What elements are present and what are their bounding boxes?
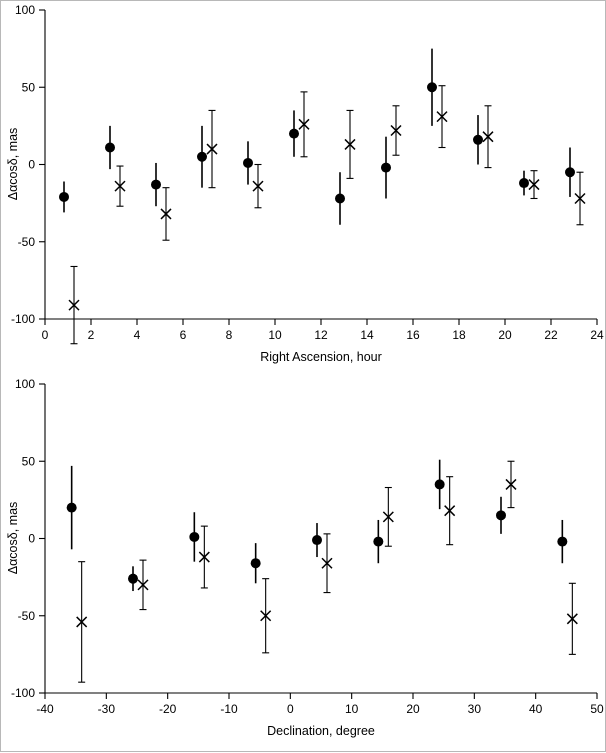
y-tick-label: 0 xyxy=(28,157,35,172)
data-point-circle xyxy=(373,537,383,547)
x-axis-title: Declination, degree xyxy=(267,724,375,738)
data-point-circle xyxy=(473,135,483,145)
x-tick-label: 20 xyxy=(498,328,512,342)
x-axis-ticks-top xyxy=(42,319,604,342)
x-tick-label: 10 xyxy=(344,702,359,716)
x-tick-label: 24 xyxy=(590,328,604,342)
data-point-circle xyxy=(435,479,445,489)
data-point-circle xyxy=(67,503,77,513)
data-point-circle xyxy=(197,152,207,162)
chart-panel-right-ascension xyxy=(1,1,606,373)
y-tick-label: -50 xyxy=(17,234,35,249)
x-tick-label: 14 xyxy=(360,328,374,342)
data-point-circle xyxy=(335,193,345,203)
data-points-top xyxy=(59,49,585,344)
x-tick-label: -30 xyxy=(97,702,116,716)
x-axis-title: Right Ascension, hour xyxy=(260,350,382,364)
x-tick-label: -20 xyxy=(158,702,177,716)
scatter-plot-right-ascension xyxy=(1,1,606,373)
x-tick-label: 6 xyxy=(179,328,187,342)
x-tick-label: -10 xyxy=(220,702,238,716)
x-tick-label: -40 xyxy=(36,702,54,716)
data-point-circle xyxy=(189,532,199,542)
y-axis-title: Δαcosδ, mas xyxy=(6,501,20,575)
y-tick-label: 50 xyxy=(21,454,35,469)
data-point-circle xyxy=(289,129,299,139)
y-axis-title: Δαcosδ, mas xyxy=(6,127,20,201)
axes-top xyxy=(45,10,597,319)
data-point-circle xyxy=(557,537,567,547)
x-tick-label: 0 xyxy=(41,328,49,342)
data-point-circle xyxy=(381,163,391,173)
x-tick-label: 4 xyxy=(133,328,141,342)
data-point-circle xyxy=(105,143,115,153)
chart-panel-declination xyxy=(1,373,606,753)
data-point-circle xyxy=(565,167,575,177)
data-point-circle xyxy=(59,192,69,202)
data-point-circle xyxy=(128,574,138,584)
y-tick-label: 0 xyxy=(28,531,35,546)
x-tick-label: 22 xyxy=(544,328,558,342)
data-point-circle xyxy=(496,510,506,520)
data-point-circle xyxy=(427,82,437,92)
y-tick-label: 100 xyxy=(14,3,35,17)
x-tick-label: 20 xyxy=(406,702,420,716)
x-tick-label: 40 xyxy=(528,702,543,716)
x-tick-label: 18 xyxy=(452,328,466,342)
data-point-circle xyxy=(519,178,529,188)
x-tick-label: 10 xyxy=(268,328,282,342)
data-point-circle xyxy=(251,558,261,568)
scatter-plot-declination xyxy=(1,373,606,753)
x-tick-label: 12 xyxy=(314,328,328,342)
data-points-bottom xyxy=(67,460,578,682)
x-tick-label: 0 xyxy=(286,702,294,716)
x-tick-label: 30 xyxy=(467,702,482,716)
data-point-circle xyxy=(312,535,322,545)
data-point-circle xyxy=(243,158,253,168)
y-tick-label: -50 xyxy=(17,608,35,623)
x-tick-label: 8 xyxy=(225,328,233,342)
data-point-circle xyxy=(151,180,161,190)
y-tick-label: 100 xyxy=(14,377,35,391)
y-tick-label: -100 xyxy=(10,686,35,700)
y-tick-label: 50 xyxy=(21,80,35,95)
x-tick-label: 50 xyxy=(590,702,604,716)
x-tick-label: 2 xyxy=(87,328,95,342)
x-axis-ticks-bottom xyxy=(36,693,604,716)
x-tick-label: 16 xyxy=(406,328,420,342)
y-tick-label: -100 xyxy=(10,312,35,326)
